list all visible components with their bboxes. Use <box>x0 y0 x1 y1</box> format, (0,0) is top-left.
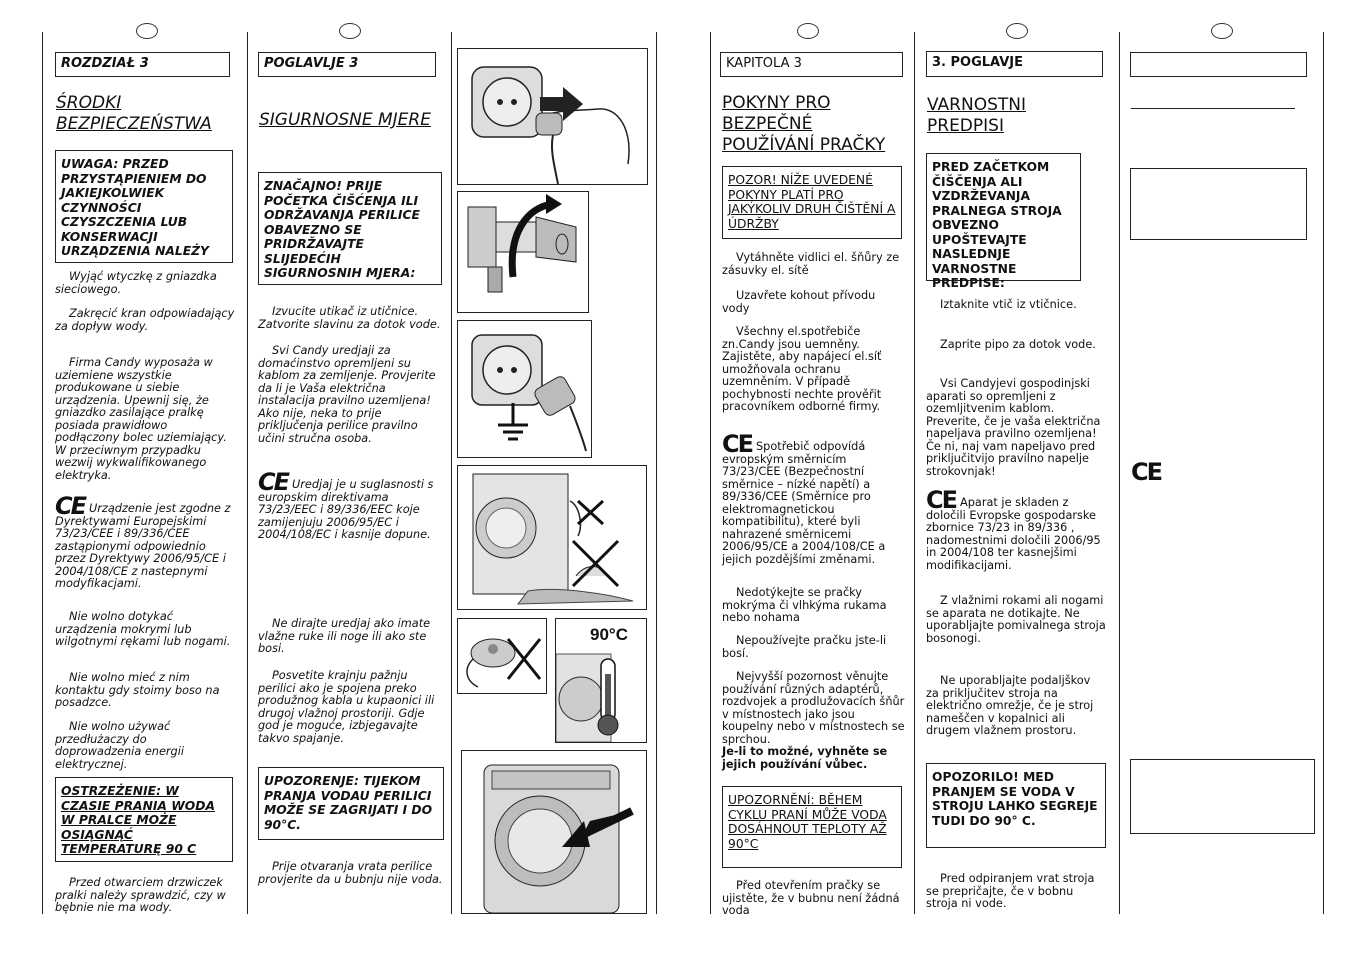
caution-box: OSTRZEŻENIE: W CZASIE PRANIA WODA W PRALCE MOŻE OSIĄGNĄĆ TEMPERATURĘ 90 C <box>55 777 233 862</box>
rule-left-2 <box>247 32 248 914</box>
ce-mark-icon: CE <box>55 492 86 520</box>
paragraph: Iztaknite vtič iz vtičnice. <box>940 298 1077 311</box>
unplug-illustration <box>457 48 648 185</box>
caution-box: UPOZORENJE: TIJEKOM PRANJA VODAU PERILICI MOŽE SE ZAGRIJATI I DO 90°C. <box>258 767 444 840</box>
paragraph-ce: CE Urządzenie jest zgodne z Dyrektywami Europejskimi 73/23/CEE i 89/336/CEE zastąpionymi odpowiednio przez Dyrektywy 2006/95/CE i 2004/108/CE z nastepnymi modyfikacjami. <box>55 492 231 590</box>
paragraph: Nedotýkejte se pračky mokrýma či vlhkýma rukama nebo nohama <box>722 586 887 624</box>
paragraph: Uzavřete kohout přívodu vody <box>722 289 876 315</box>
caution-box-empty <box>1130 759 1315 834</box>
rule-right-3 <box>1119 32 1120 914</box>
chapter-header: 3. POGLAVJE <box>926 51 1103 77</box>
paragraph: Ne uporabljajte podaljškov za priključitev stroja na električno omrežje, če je stroj nameščen v kopalnici ali drugem vlažnem prostoru. <box>926 674 1094 737</box>
paragraph: Nie wolno mieć z nim kontaktu gdy stoimy boso na posadzce. <box>55 671 220 709</box>
section-title: POKYNY PRO BEZPEČNÉ POUŽÍVÁNÍ PRAČKY <box>722 93 886 155</box>
title-underline <box>1131 108 1295 109</box>
paragraph: Před otevřením pračky se ujistěte, že v bubnu není žádná voda <box>722 879 900 917</box>
chapter-header: KAPITOLA 3 <box>720 52 903 77</box>
paragraph: Nie wolno używać przedłużaczy do doprowadzenia energii elektrycznej. <box>55 720 184 771</box>
hot-water-illustration <box>555 618 647 743</box>
chapter-header: ROZDZIAŁ 3 <box>55 52 230 77</box>
paragraph: Vytáhněte vidlici el. šňůry ze zásuvky el. sítě <box>722 251 900 277</box>
water-tap-illustration <box>457 191 589 313</box>
rule-right-4 <box>1323 32 1324 914</box>
chapter-header: POGLAVLJE 3 <box>258 52 436 77</box>
language-oval <box>797 23 819 39</box>
warning-box-empty <box>1130 168 1307 240</box>
rule-left-4 <box>656 32 657 914</box>
paragraph-ce: CE Uredjaj je u suglasnosti s europskim direktivama 73/23/EEC i 89/336/EEC koje zamijenjuju 2006/95/EC i 2004/108/EC i kasnije dopune. <box>258 468 434 541</box>
rule-right-1 <box>710 32 711 914</box>
extension-cord-illustration <box>457 618 547 694</box>
paragraph: Vsi Candyjevi gospodinjski aparati so opremljeni z ozemljitvenim kablom. Preverite, če je vaša električna napeljava pravilno ozemljena! Če ni, naj vam napeljavo pred priključitvijo pravilno napelje strokovnjak! <box>926 377 1101 478</box>
section-title: VARNOSTNI PREDPISI <box>927 95 1026 136</box>
ce-mark-icon: CE <box>926 486 957 514</box>
ce-mark-icon: CE <box>722 430 753 458</box>
language-oval <box>1006 23 1028 39</box>
check-drum-illustration <box>461 750 647 914</box>
paragraph: Nie wolno dotykać urządzenia mokrymi lub wilgotnymi rękami lub nogami. <box>55 610 231 648</box>
paragraph: Svi Candy uredjaji za domaćinstvo opremljeni su kablom za zemljenje. Provjerite da li je Vaša električna instalacija pravilno uzemljena! Ako nije, neka to prije priključenja perilice pravilno učini stručna osoba. <box>258 344 436 445</box>
rule-left-3 <box>451 32 452 914</box>
paragraph: Nepoužívejte pračku jste-li bosí. <box>722 634 887 660</box>
language-oval <box>136 23 158 39</box>
paragraph-ce: CE Aparat je skladen z določili Evropske gospodarske zbornice 73/23 in 89/336 , nadomestnimi določili 2006/95 in 2004/108 ter kasnejšimi modifikacijami. <box>926 486 1101 572</box>
section-title: ŚRODKI BEZPIECZEŃSTWA <box>56 93 212 134</box>
paragraph: Ne dirajte uredjaj ako imate vlažne ruke ili noge ili ako ste bosi. <box>258 617 431 655</box>
paragraph: Przed otwarciem drzwiczek pralki należy sprawdzić, czy w bębnie nie ma wody. <box>55 876 226 914</box>
paragraph: Všechny el.spotřebiče zn.Candy jsou uemněny. Zajistěte, aby napájecí el.síť umožňovala ochranu uzemněním. V případě pochybnosti nechte prověřit pracovníkem odborné firmy. <box>722 325 882 413</box>
paragraph: Posvetite krajnju pažnju perilici ako je spojena preko produžnog kabla u kupaonici ili drugoj vlažnoj prostoriji. Gdje god je moguće, izbjegavajte takvo spajanje. <box>258 669 435 745</box>
grounded-socket-illustration <box>457 320 592 458</box>
wet-hands-warning-illustration <box>457 465 647 610</box>
emphasis-text: Je-li to možné, vyhněte se jejich používání vůbec. <box>722 745 888 771</box>
paragraph: Z vlažnimi rokami ali nogami se aparata ne dotikajte. Ne uporabljajte pomivalnega stroja bosonogi. <box>926 594 1106 645</box>
ce-mark-icon: CE <box>258 468 289 496</box>
paragraph: Nejvyšší pozornost věnujte používání různých adaptérů, rozdvojek a prodlužovacích šňůr v místnostech jako jsou koupelny nebo v místnostech se sprchou. Je-li to možné, vyhněte se jejich používání vůbec. <box>722 670 905 771</box>
paragraph: Firma Candy wyposaża w uziemiene wszystkie produkowane u siebie urządzenia. Upewnij się, że gniazdko zasilające pralkę posiada prawidłowo podłączony bolec uziemiający. W przeciwnym przypadku wezwij wykwalifikowanego elektryka. <box>55 356 227 482</box>
paragraph: Wyjąć wtyczkę z gniazdka sieciowego. <box>55 270 217 296</box>
paragraph: Prije otvaranja vrata perilice provjerite da u bubnju nije voda. <box>258 860 443 886</box>
warning-box: POZOR! NÍŽE UVEDENÉ POKYNY PLATÍ PRO JAKÝKOLIV DRUH ČIŠTĚNÍ A ÚDRŽBY <box>722 166 902 239</box>
language-oval <box>1211 23 1233 39</box>
language-oval <box>339 23 361 39</box>
caution-box: UPOZORNĚNÍ: BĚHEM CYKLU PRANÍ MŮŽE VODA DOSÁHNOUT TEPLOTY AŽ 90°C <box>722 786 902 868</box>
warning-box: ZNAČAJNO! PRIJE POČETKA ČIŠĆENJA ILI ODRŽAVANJA PERILICE OBAVEZNO SE PRIDRŽAVAJTE SLIJEDEĆIH SIGURNOSNIH MJERA: <box>258 172 442 285</box>
section-title: SIGURNOSNE MJERE <box>259 110 431 130</box>
warning-box: PRED ZAČETKOM ČIŠČENJA ALI VZDRŽEVANJA PRALNEGA STROJA OBVEZNO UPOŠTEVAJTE NASLEDNJE VARNOSTNE PREDPISE: <box>926 153 1081 281</box>
paragraph-ce: CE Spotřebič odpovídá evropským směrnicím 73/23/CEE (Bezpečnostní směrnice – nízké napětí) a 89/336/CEE (Směrnice pro elektromagnetickou kompatibilitu), které byli nahrazené směrnicemi 2006/95/CE a 2004/108/CE a jejich pozdějšími změnami. <box>722 430 886 566</box>
paragraph: Zakręcić kran odpowiadający za dopływ wody. <box>55 307 235 333</box>
warning-box: UWAGA: PRZED PRZYSTĄPIENIEM DO JAKIEJKOLWIEK CZYNNOŚCI CZYSZCZENIA LUB KONSERWACJI URZĄDZENIA NALEŻY <box>55 150 233 263</box>
paragraph: Pred odpiranjem vrat stroja se prepričajte, če v bobnu stroja ni vode. <box>926 872 1095 910</box>
rule-left-1 <box>42 32 43 914</box>
rule-right-2 <box>914 32 915 914</box>
temperature-label: 90°C <box>590 625 628 644</box>
paragraph: Izvucite utikač iz utičnice. Zatvorite slavinu za dotok vode. <box>258 305 441 331</box>
chapter-header-empty <box>1130 52 1307 77</box>
ce-mark-icon: CE <box>1131 458 1162 486</box>
paragraph: Zaprite pipo za dotok vode. <box>940 338 1096 351</box>
caution-box: OPOZORILO! MED PRANJEM SE VODA V STROJU LAHKO SEGREJE TUDI DO 90° C. <box>926 763 1106 848</box>
